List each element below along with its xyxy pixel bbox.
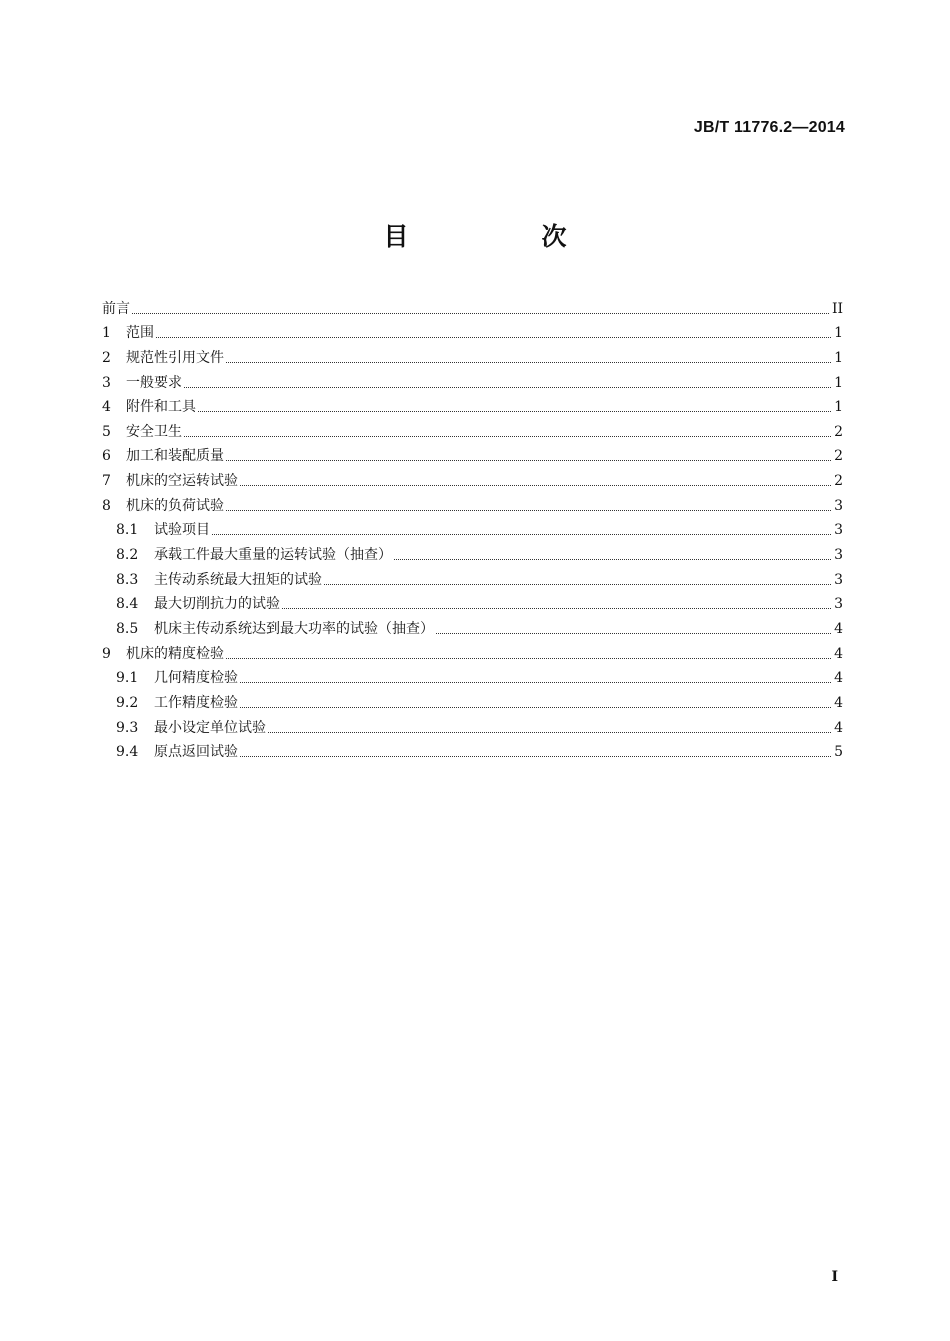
toc-entry-number: 8 bbox=[102, 497, 111, 514]
toc-entry-page: 4 bbox=[834, 719, 843, 736]
toc-title: 目 次 bbox=[383, 222, 621, 251]
table-of-contents bbox=[102, 293, 843, 761]
toc-entry[interactable] bbox=[102, 293, 843, 318]
toc-entry-number: 7 bbox=[102, 473, 111, 490]
toc-entry-label: 规范性引用文件 bbox=[126, 349, 224, 366]
toc-entry-page: 3 bbox=[834, 522, 843, 539]
toc-entry-number: 9.2 bbox=[116, 694, 139, 711]
dot-leader bbox=[184, 387, 831, 388]
toc-entry-label: 最大切削抗力的试验 bbox=[154, 596, 280, 613]
toc-entry-label: 最小设定单位试验 bbox=[154, 719, 266, 736]
toc-entry-page: 3 bbox=[834, 497, 843, 514]
dot-leader bbox=[240, 682, 831, 683]
toc-entry[interactable] bbox=[102, 564, 843, 589]
toc-entry[interactable] bbox=[102, 465, 843, 490]
toc-entry[interactable] bbox=[102, 613, 843, 638]
toc-entry-number: 9.1 bbox=[116, 670, 139, 687]
toc-entry-page: 4 bbox=[834, 620, 843, 637]
page-number: I bbox=[831, 1269, 838, 1285]
dot-leader bbox=[132, 313, 829, 314]
toc-entry-number: 3 bbox=[102, 374, 111, 391]
toc-entry-number: 8.4 bbox=[116, 596, 139, 613]
dot-leader bbox=[212, 534, 831, 535]
toc-entry-label: 试验项目 bbox=[154, 522, 210, 539]
toc-entry-number: 8.1 bbox=[116, 522, 139, 539]
toc-entry-page: 2 bbox=[834, 448, 843, 465]
toc-entry-page: 2 bbox=[834, 423, 843, 440]
toc-entry-label: 承载工件最大重量的运转试验（抽查） bbox=[154, 547, 392, 564]
toc-entry-label: 前言 bbox=[102, 300, 130, 317]
toc-entry-label: 一般要求 bbox=[126, 374, 182, 391]
toc-entry-number: 8.3 bbox=[116, 571, 139, 588]
toc-entry-number: 4 bbox=[102, 399, 111, 416]
dot-leader bbox=[240, 756, 831, 757]
dot-leader bbox=[226, 510, 831, 511]
toc-entry-number: 9.4 bbox=[116, 744, 139, 761]
toc-entry[interactable] bbox=[102, 392, 843, 417]
toc-entry[interactable] bbox=[102, 416, 843, 441]
toc-entry[interactable] bbox=[102, 367, 843, 392]
toc-entry[interactable] bbox=[102, 318, 843, 343]
dot-leader bbox=[240, 485, 831, 486]
toc-entry-page: II bbox=[831, 300, 843, 317]
toc-entry[interactable] bbox=[102, 342, 843, 367]
dot-leader bbox=[324, 584, 831, 585]
toc-entry-number: 9.3 bbox=[116, 719, 139, 736]
dot-leader bbox=[226, 362, 831, 363]
toc-entry-label: 机床的精度检验 bbox=[126, 645, 224, 662]
toc-entry-label: 机床主传动系统达到最大功率的试验（抽查） bbox=[154, 620, 434, 637]
dot-leader bbox=[198, 411, 831, 412]
toc-entry[interactable] bbox=[102, 687, 843, 712]
toc-entry-label: 安全卫生 bbox=[126, 423, 182, 440]
toc-entry-page: 4 bbox=[834, 694, 843, 711]
toc-entry-number: 6 bbox=[102, 448, 111, 465]
toc-entry-number: 5 bbox=[102, 423, 111, 440]
toc-entry-number: 2 bbox=[102, 349, 111, 366]
toc-entry[interactable] bbox=[102, 638, 843, 663]
toc-entry-number: 8.2 bbox=[116, 547, 139, 564]
standard-code: JB/T 11776.2—2014 bbox=[693, 119, 845, 136]
toc-entry-label: 加工和装配质量 bbox=[126, 448, 224, 465]
toc-entry-page: 1 bbox=[834, 399, 843, 416]
toc-entry[interactable] bbox=[102, 539, 843, 564]
toc-entry-page: 3 bbox=[834, 596, 843, 613]
toc-entry[interactable] bbox=[102, 737, 843, 762]
toc-entry-label: 机床的空运转试验 bbox=[126, 473, 238, 490]
toc-entry-page: 3 bbox=[834, 571, 843, 588]
toc-entry[interactable] bbox=[102, 490, 843, 515]
toc-entry-label: 几何精度检验 bbox=[154, 670, 238, 687]
dot-leader bbox=[240, 707, 831, 708]
toc-entry[interactable] bbox=[102, 663, 843, 688]
toc-entry-number: 9 bbox=[102, 645, 111, 662]
toc-entry-page: 2 bbox=[834, 473, 843, 490]
toc-entry-label: 附件和工具 bbox=[126, 399, 196, 416]
toc-entry-page: 3 bbox=[834, 547, 843, 564]
toc-entry-label: 范围 bbox=[126, 325, 154, 342]
toc-entry[interactable] bbox=[102, 515, 843, 540]
toc-entry-number: 8.5 bbox=[116, 620, 139, 637]
toc-entry-page: 4 bbox=[834, 670, 843, 687]
toc-entry[interactable] bbox=[102, 441, 843, 466]
toc-entry-label: 原点返回试验 bbox=[154, 744, 238, 761]
dot-leader bbox=[156, 337, 831, 338]
dot-leader bbox=[184, 436, 831, 437]
toc-entry-page: 1 bbox=[834, 349, 843, 366]
toc-entry[interactable] bbox=[102, 712, 843, 737]
toc-entry-page: 4 bbox=[834, 645, 843, 662]
dot-leader bbox=[268, 732, 831, 733]
toc-entry-page: 1 bbox=[834, 374, 843, 391]
dot-leader bbox=[282, 608, 831, 609]
dot-leader bbox=[226, 460, 831, 461]
toc-entry-number: 1 bbox=[102, 325, 111, 342]
toc-entry-label: 工作精度检验 bbox=[154, 694, 238, 711]
dot-leader bbox=[394, 559, 831, 560]
dot-leader bbox=[226, 658, 831, 659]
toc-entry[interactable] bbox=[102, 589, 843, 614]
toc-entry-page: 1 bbox=[834, 325, 843, 342]
toc-entry-page: 5 bbox=[834, 744, 843, 761]
toc-entry-label: 主传动系统最大扭矩的试验 bbox=[154, 571, 322, 588]
dot-leader bbox=[436, 633, 831, 634]
toc-entry-label: 机床的负荷试验 bbox=[126, 497, 224, 514]
